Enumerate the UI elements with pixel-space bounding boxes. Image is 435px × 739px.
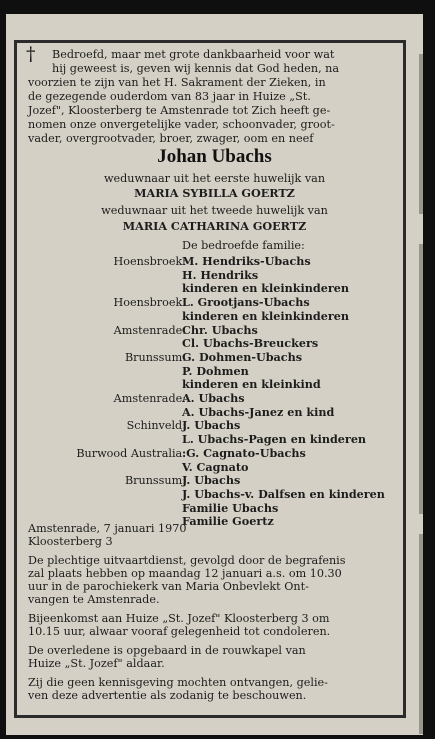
family-place: Brunssum: [124,350,186,364]
family-member: P. Dohmen [182,363,249,378]
family-member: J. Ubachs [182,418,241,433]
family-place: Burwood Australia: [76,446,186,460]
funeral-line: uur in de parochiekerk van Maria Onbevlekt Ont- [28,580,309,593]
family-place: Amstenrade: [113,392,186,405]
family-member: G. Dohmen-Ubachs [182,349,303,364]
intro-line: Bedroefd, maar met grote dankbaarheid voor wat [52,48,335,61]
viewing-line: Huize „St. Jozef" aldaar. [28,657,165,670]
column-rule [419,534,423,734]
widower-second-text: weduwnaar uit het tweede huwelijk van [101,204,328,217]
intro-line: nomen onze onvergetelijke vader, schoonvader, groot- [28,118,335,131]
family-place: Hoensbroek: [113,296,186,310]
intro-line: voorzien te zijn van het H. Sakrament der Zieken, in [28,76,326,89]
intro-line: de gezegende ouderdom van 83 jaar in Huize „St. [28,90,311,103]
family-member: L. Grootjans-Ubachs [182,295,310,310]
family-member: V. Cagnato [182,459,249,474]
family-member: H. Hendriks [182,267,259,282]
spouse-second-name: MARIA CATHARINA GOERTZ [122,219,307,233]
family-place: Hoensbroek: [113,255,186,268]
intro-line: vader, overgrootvader, broer, zwager, oom en neef [28,132,314,145]
date-line: Amstenrade, 7 januari 1970 [28,522,187,535]
family-member: :G. Cagnato-Ubachs [182,445,306,460]
cross-icon: † [26,43,36,65]
family-member: L. Ubachs-Pagen en kinderen [182,432,367,447]
spouse-first-name: MARIA SYBILLA GOERTZ [134,186,295,200]
family-member: Familie Goertz [182,514,274,529]
family-member: Familie Ubachs [182,500,279,515]
viewing-line: De overledene is opgebaard in de rouwkapel van [28,644,306,657]
deceased-name: Johan Ubachs [157,146,272,167]
family-heading: De bedroefde familie: [182,239,305,252]
family-member: Chr. Ubachs [182,322,258,337]
widower-first-text: weduwnaar uit het eerste huwelijk van [103,172,326,185]
intro-line: Jozef", Kloosterberg te Amstenrade tot Zich heeft ge- [28,104,331,117]
obituary-clipping [6,14,423,735]
gathering-line: 10.15 uur, alwaar vooraf gelegenheid tot condoleren. [28,625,331,638]
family-member: J. Ubachs [182,473,241,488]
gathering-line: Bijeenkomst aan Huize „St. Jozef" Kloosterberg 3 om [28,612,330,625]
family-member: Cl. Ubachs-Breuckers [182,336,319,351]
family-place: Schinveld: [126,419,186,433]
funeral-line: De plechtige uitvaartdienst, gevolgd door de begrafenis [28,554,346,567]
family-place: Brunssum: [124,474,186,488]
closing-line: Zij die geen kennisgeving mochten ontvangen, gelie- [28,676,328,689]
closing-line: ven deze advertentie als zodanig te beschouwen. [28,689,307,702]
family-member: kinderen en kleinkinderen [182,281,349,296]
funeral-line: vangen te Amstenrade. [28,593,160,606]
column-rule [419,244,423,514]
family-place: Amstenrade: [113,323,186,337]
family-member: A. Ubachs-Janez en kind [182,404,335,419]
intro-line: hij geweest is, geven wij kennis dat God heden, na [52,62,340,75]
family-member: kinderen en kleinkinderen [182,308,349,323]
family-member: M. Hendriks-Ubachs [182,254,311,268]
family-member: J. Ubachs-v. Dalfsen en kinderen [182,486,385,501]
address-line: Kloosterberg 3 [28,535,113,548]
family-member: kinderen en kleinkind [182,377,321,392]
funeral-line: zal plaats hebben op maandag 12 januari a.s. om 10.30 [28,567,342,580]
family-member: A. Ubachs [182,391,245,405]
